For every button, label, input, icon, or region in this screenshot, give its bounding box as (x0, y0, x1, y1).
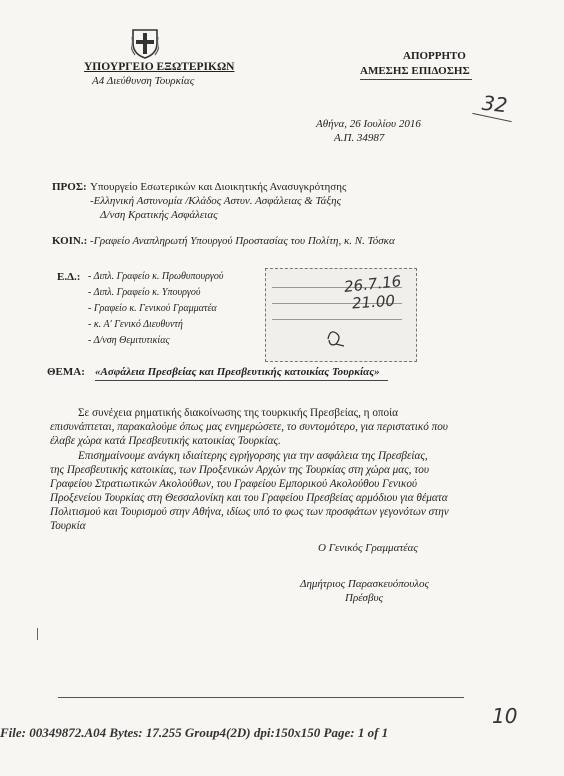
internal-line-3: - Γραφείο κ. Γενικού Γραμματέα (88, 303, 217, 314)
protocol-number: Α.Π. 34987 (334, 132, 385, 144)
greek-coat-of-arms-icon (131, 27, 159, 59)
body-p2-line-3: Γραφείου Στρατιωτικών Ακολούθων, του Γραφείου Εμπορικού Ακολούθου Γενικού (50, 478, 418, 490)
body-p2-line-1: Επισημαίνουμε ανάγκη ιδιαίτερης εγρήγορσης για την ασφάλεια της Πρεσβείας, (78, 450, 428, 462)
internal-label: Ε.Δ.: (57, 271, 81, 283)
body-p1-line-3: έλαβε χώρα κατά Πρεσβευτικής κατοικίας Τουρκίας. (50, 435, 281, 447)
receipt-stamp (265, 268, 417, 362)
to-line-3: Δ/νση Κρατικής Ασφάλειας (100, 209, 218, 221)
cc-label: ΚΟΙΝ.: (52, 235, 88, 247)
ministry-name: ΥΠΟΥΡΓΕΙΟ ΕΞΩΤΕΡΙΚΩΝ (84, 61, 235, 73)
internal-line-5: - Δ/νση Θεμιτυτικίας (88, 335, 170, 346)
internal-line-2: - Διπλ. Γραφείο κ. Υπουργού (88, 287, 201, 298)
subject-underline (95, 380, 388, 381)
signature-name: Δημήτριος Παρασκευόπουλος (300, 578, 430, 590)
subject-text: «Ασφάλεια Πρεσβείας και Πρεσβευτικής κατοικίας Τουρκίας» (95, 366, 380, 378)
classification-urgent: ΑΜΕΣΗΣ ΕΠΙΔΟΣΗΣ (360, 65, 470, 77)
internal-line-1: - Διπλ. Γραφείο κ. Πρωθυπουργού (88, 271, 224, 282)
cc-line: -Γραφείο Αναπληρωτή Υπουργού Προστασίας του Πολίτη, κ. Ν. Τόσκα (90, 235, 395, 247)
to-label: ΠΡΟΣ: (52, 181, 87, 193)
fax-file-footer: File: 00349872.A04 Bytes: 17.255 Group4(2D) dpi:150x150 Page: 1 of 1 (0, 725, 389, 740)
stamp-signature-icon (324, 327, 348, 349)
stamp-line (272, 319, 402, 320)
subject-label: ΘΕΜΑ: (47, 366, 85, 378)
body-p2-line-4: Προξενείου Τουρκίας στη Θεσσαλονίκη και του Γραφείου Πρεσβείας αρμόδιου για θέματα (50, 492, 448, 504)
classification-underline (360, 79, 472, 80)
body-p2-line-2: της Πρεσβευτικής κατοικίας, των Προξενικών Αρχών της Τουρκίας στη χώρα μας, του (50, 464, 429, 476)
body-p2-line-5: Πολιτισμού και Τουρισμού στην Αθήνα, ιδίως υπό το φως των προσφάτων γεγονότων στην (50, 506, 449, 518)
body-p2-line-6: Τουρκία (50, 520, 86, 532)
margin-mark (37, 628, 38, 640)
department-name: Α4 Διεύθυνση Τουρκίας (92, 75, 195, 87)
to-line-2: -Ελληνική Αστυνομία /Κλάδος Αστυν. Ασφάλειας & Τάξης (90, 195, 342, 207)
stamp-handwritten-date: 26.7.16 (343, 272, 403, 296)
handwritten-number: 32 (480, 90, 509, 118)
to-line-1: Υπουργείο Εσωτερικών και Διοικητικής Ανασυγκρότησης (90, 181, 347, 193)
document-date: Αθήνα, 26 Ιουλίου 2016 (316, 118, 421, 130)
stamp-handwritten-time: 21.00 (351, 291, 396, 313)
internal-line-4: - κ. Α' Γενικό Διευθυντή (88, 319, 183, 330)
classification-secret: ΑΠΟΡΡΗΤΟ (403, 50, 466, 62)
handwritten-page-number: 10 (492, 704, 518, 728)
body-p1-line-1: Σε συνέχεια ρηματικής διακοίνωσης της τουρκικής Πρεσβείας, η οποία (78, 407, 399, 419)
signature-role: Ο Γενικός Γραμματέας (318, 542, 418, 554)
signature-title: Πρέσβυς (345, 592, 383, 604)
body-p1-line-2: επισυνάπτεται, παρακαλούμε όπως μας ενημερώσετε, το συντομότερο, για περιστατικό που (50, 421, 448, 433)
footer-rule (58, 697, 464, 698)
